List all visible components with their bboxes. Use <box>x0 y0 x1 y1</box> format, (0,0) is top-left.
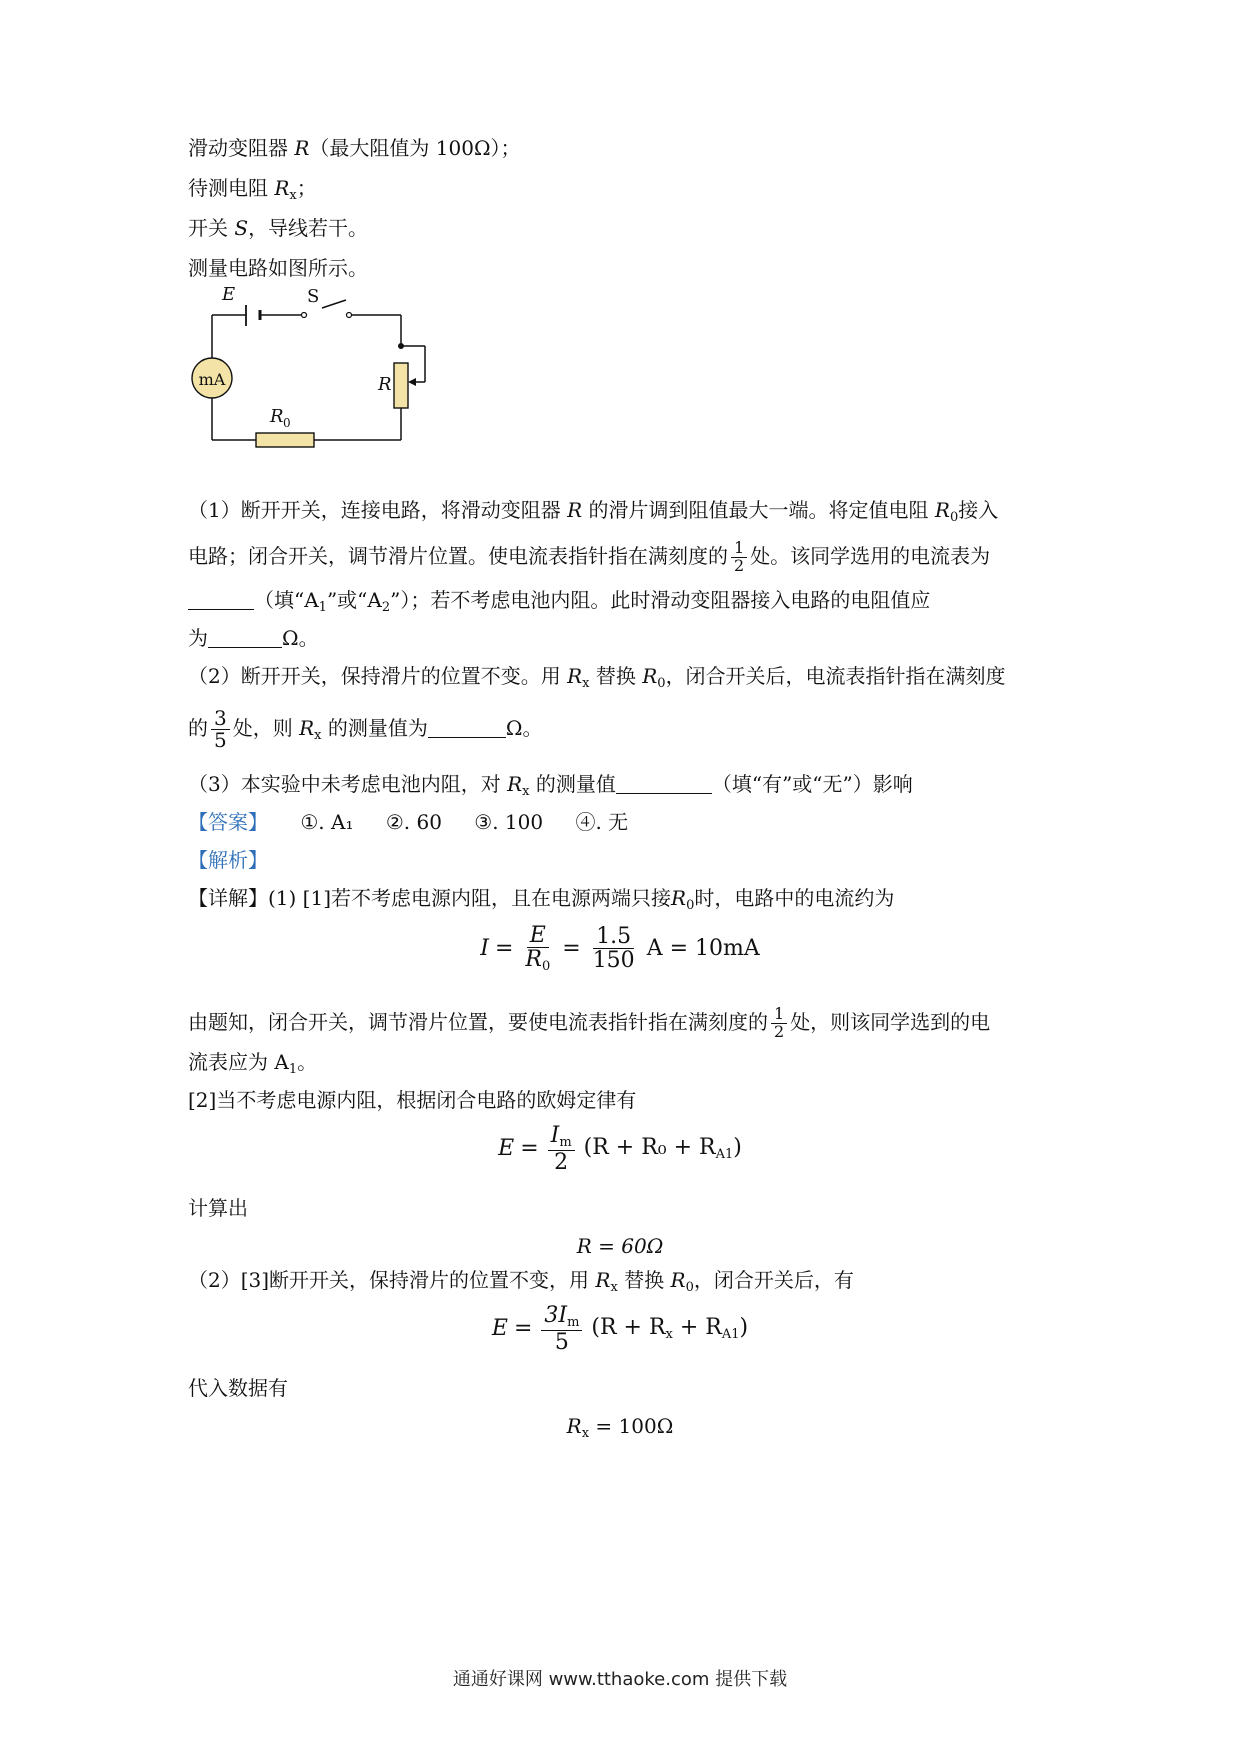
junction-dot <box>398 343 404 349</box>
detail-line-6: （2）[3]断开开关，保持滑片的位置不变，用 $R_x$ 替换 $R_0$，闭合开关后，有 <box>188 1268 854 1295</box>
q3-line: （3）本实验中未考虑电池内阻，对 $R_x$ 的测量值 （填“有”或“无”）影响 <box>188 772 913 799</box>
detail-line-7: 代入数据有 <box>188 1376 288 1400</box>
q1-line-3: （填“$A_1$”或“$A_2$”）；若不考虑电池内阻。此时滑动变阻器接入电路的电阻值应 <box>188 590 930 614</box>
circuit-diagram <box>170 280 470 510</box>
blank-rheostat-value[interactable] <box>208 629 282 648</box>
answer-item-1: ①. A₁ <box>300 810 354 834</box>
line-switch: 开关 S，导线若干。 <box>188 216 369 240</box>
fixed-resistor-subscript: 0 <box>283 416 291 430</box>
answer-line <box>188 812 628 832</box>
fraction-one-half: $\frac{1}{2}$ <box>731 540 747 575</box>
q2-line-1: （2）断开开关，保持滑片的位置不变。用 $R_x$ 替换 $R_0$，闭合开关后，电流表指针指在满刻度 <box>188 664 1006 691</box>
answer-item-3: ③. 100 <box>474 810 544 834</box>
q2-line-2: 的 $\frac{3}{5}$ 处，则 $R_x$ 的测量值为 Ω。 <box>188 706 543 752</box>
detail-line-2: 由题知，闭合开关，调节滑片位置，要使电流表指针指在满刻度的 $\frac{1}{2}$ 处，则该同学选到的电 <box>188 1004 991 1041</box>
equation-current: I = $\frac{E}{R_0}$ = $\frac{1.5}{150}$ A = 10mA <box>480 923 760 975</box>
fixed-resistor-label: R <box>270 406 284 427</box>
fraction-one-half-2: $\frac{1}{2}$ <box>771 1006 787 1041</box>
fixed-resistor-body <box>256 433 314 447</box>
equation-r-result: R = 60Ω <box>576 1234 664 1258</box>
equation-ohm-law-2: E = $\frac{3I_m}{5}$ $(R + R_x + R_{A1})$ <box>491 1303 749 1355</box>
detail-line-1: 【详解】(1) [1]若不考虑电源内阻，且在电源两端只接$R_0$时，电路中的电流约为 <box>188 886 895 913</box>
line-rheostat: 滑动变阻器 R（最大阻值为 100Ω）； <box>188 136 521 160</box>
battery-label: E <box>222 284 236 305</box>
answer-label: 【答案】 <box>188 810 268 834</box>
switch-contact-right <box>347 313 352 318</box>
q1-line-2: 电路；闭合开关，调节滑片位置。使电流表指针指在满刻度的 $\frac{1}{2}$ 处。该同学选用的电流表为 <box>188 538 991 575</box>
answer-item-2: ②. 60 <box>385 810 442 834</box>
fraction-three-fifths: $\frac{3}{5}$ <box>211 708 230 751</box>
switch-label: S <box>307 286 320 307</box>
milliammeter-label: mA <box>198 370 226 389</box>
rheostat-slider-arrow <box>408 378 416 386</box>
rheostat-label: R <box>378 374 392 395</box>
blank-ammeter-choice[interactable] <box>188 591 254 610</box>
rheostat-body <box>394 363 408 408</box>
equation-ohm-law-1: E = $\frac{I_m}{2}$ $(R + R_0 + R_{A1})$ <box>498 1123 742 1175</box>
analysis-label: 【解析】 <box>188 848 268 872</box>
analysis-line <box>188 850 268 870</box>
detail-line-3: 流表应为 $A_1$。 <box>188 1050 318 1077</box>
answer-item-4: ④. 无 <box>575 810 629 834</box>
blank-influence[interactable] <box>616 775 712 794</box>
line-circuit-intro: 测量电路如图所示。 <box>188 256 368 280</box>
detail-line-5: 计算出 <box>188 1196 248 1220</box>
blank-rx-value[interactable] <box>428 719 506 738</box>
page-footer: 通通好课网 www.tthaoke.com 提供下载 <box>452 1669 788 1690</box>
q1-line-1: （1）断开开关，连接电路，将滑动变阻器 R 的滑片调到阻值最大一端。将定值电阻 $R_0$接入 <box>188 498 999 525</box>
q1-line-4: 为 Ω。 <box>188 626 319 650</box>
line-unknown-resistor: 待测电阻 $R_x$； <box>188 176 317 203</box>
detail-line-4: [2]当不考虑电源内阻，根据闭合电路的欧姆定律有 <box>188 1088 637 1112</box>
equation-rx-result: $R_x = 100\Omega$ <box>566 1414 674 1441</box>
switch-contact-left <box>302 313 307 318</box>
